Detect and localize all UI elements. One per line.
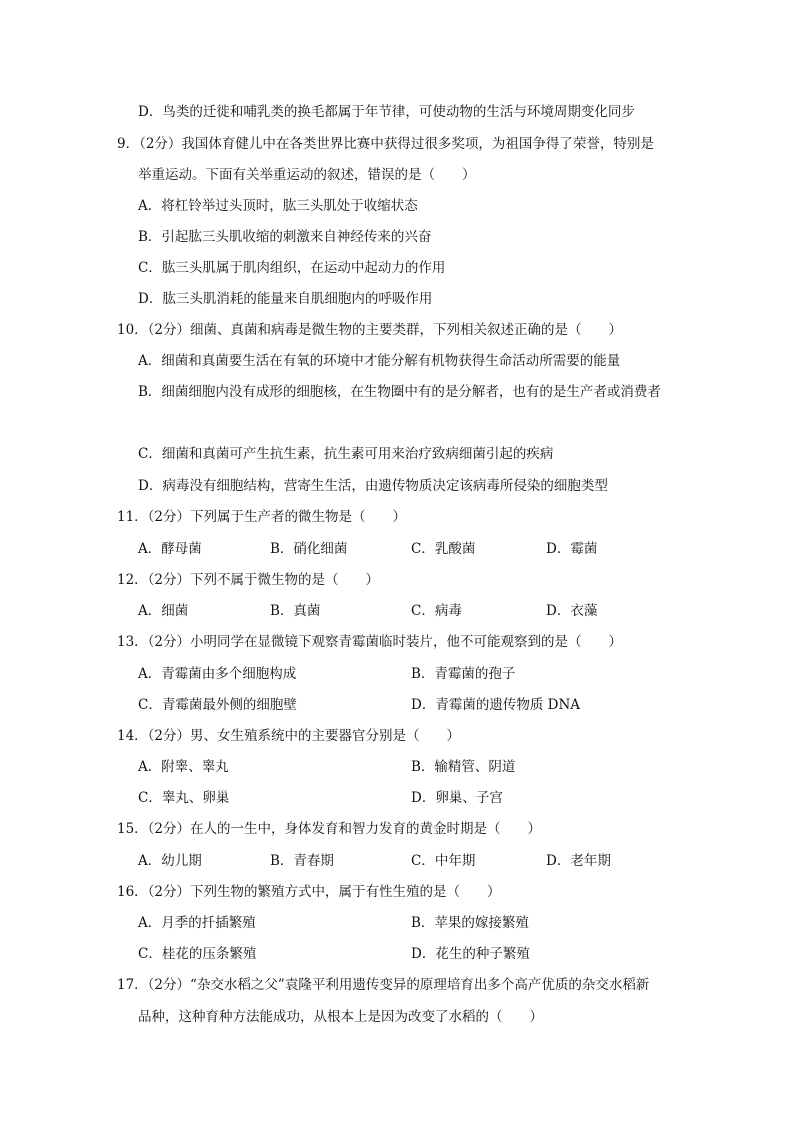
q9-option-c: C．肱三头肌属于肌肉组织，在运动中起动力的作用 [138,260,446,276]
q9-option-d: D．肱三头肌消耗的能量来自肌细胞内的呼吸作用 [138,291,433,307]
q11-option-c: C．乳酸菌 [411,541,476,557]
q16-option-a: A．月季的扦插繁殖 [138,915,256,931]
q11-option-a: A．酵母菌 [138,541,202,557]
q15-option-c: C．中年期 [411,853,476,869]
q16-stem: 16．（2分）下列生物的繁殖方式中，属于有性生殖的是（ ） [117,884,501,900]
q15-option-a: A．幼儿期 [138,853,202,869]
q12-option-a: A．细菌 [138,603,189,619]
q13-option-d: D．青霉菌的遗传物质 DNA [411,697,581,713]
q17-stem-line2: 品种，这种育种方法能成功，从根本上是因为改变了水稻的（ ） [138,1009,543,1025]
q11-option-d: D．霉菌 [546,541,598,557]
q12-stem: 12．（2分）下列不属于微生物的是（ ） [117,572,380,588]
q12-option-b: B．真菌 [270,603,321,619]
q12-option-d: D．衣藻 [546,603,598,619]
q13-option-b: B．青霉菌的孢子 [411,666,516,682]
q13-option-a: A．青霉菌由多个细胞构成 [138,666,297,682]
q16-option-b: B．苹果的嫁接繁殖 [411,915,529,931]
q9-stem-line1: 9．（2分）我国体育健儿中在各类世界比赛中获得过很多奖项，为祖国争得了荣誉，特别是 [117,136,654,152]
q17-stem-line1: 17．（2分）“杂交水稻之父”袁隆平利用遗传变异的原理培育出多个高产优质的杂交水稻新 [117,977,650,993]
q16-option-d: D．花生的种子繁殖 [411,946,530,962]
q11-stem: 11．（2分）下列属于生产者的微生物是（ ） [117,509,407,525]
q8-option-d: D．鸟类的迁徙和哺乳类的换毛都属于年节律，可使动物的生活与环境周期变化同步 [138,104,635,120]
q13-option-c: C．青霉菌最外侧的细胞壁 [138,697,297,713]
q13-stem: 13．（2分）小明同学在显微镜下观察青霉菌临时装片，他不可能观察到的是（ ） [117,634,623,650]
q14-stem: 14．（2分）男、女生殖系统中的主要器官分别是（ ） [117,728,461,744]
q14-option-d: D．卵巢、子宫 [411,790,503,806]
q10-option-c: C．细菌和真菌可产生抗生素，抗生素可用来治疗致病细菌引起的疾病 [138,446,554,462]
q10-option-a: A．细菌和真菌要生活在有氧的环境中才能分解有机物获得生命活动所需要的能量 [138,353,621,369]
q11-option-b: B．硝化细菌 [270,541,348,557]
q16-option-c: C．桂花的压条繁殖 [138,946,257,962]
q9-stem-line2: 举重运动。下面有关举重运动的叙述，错误的是（ ） [138,167,476,183]
q14-option-a: A．附睾、睾丸 [138,759,229,775]
q9-option-a: A．将杠铃举过头顶时，肱三头肌处于收缩状态 [138,198,418,214]
q9-option-b: B．引起肱三头肌收缩的刺激来自神经传来的兴奋 [138,229,432,245]
q15-option-b: B．青春期 [270,853,334,869]
q14-option-c: C．睾丸、卵巢 [138,790,230,806]
q14-option-b: B．输精管、阴道 [411,759,516,775]
q10-option-d: D．病毒没有细胞结构，营寄生生活，由遗传物质决定该病毒所侵染的细胞类型 [138,478,608,494]
q10-option-b: B．细菌细胞内没有成形的细胞核，在生物圈中有的是分解者，也有的是生产者或消费者 [138,384,661,400]
q12-option-c: C．病毒 [411,603,462,619]
q15-option-d: D．老年期 [546,853,611,869]
q10-stem: 10．（2分）细菌、真菌和病毒是微生物的主要类群，下列相关叙述正确的是（ ） [117,322,623,338]
q15-stem: 15．（2分）在人的一生中，身体发育和智力发育的黄金时期是（ ） [117,821,542,837]
